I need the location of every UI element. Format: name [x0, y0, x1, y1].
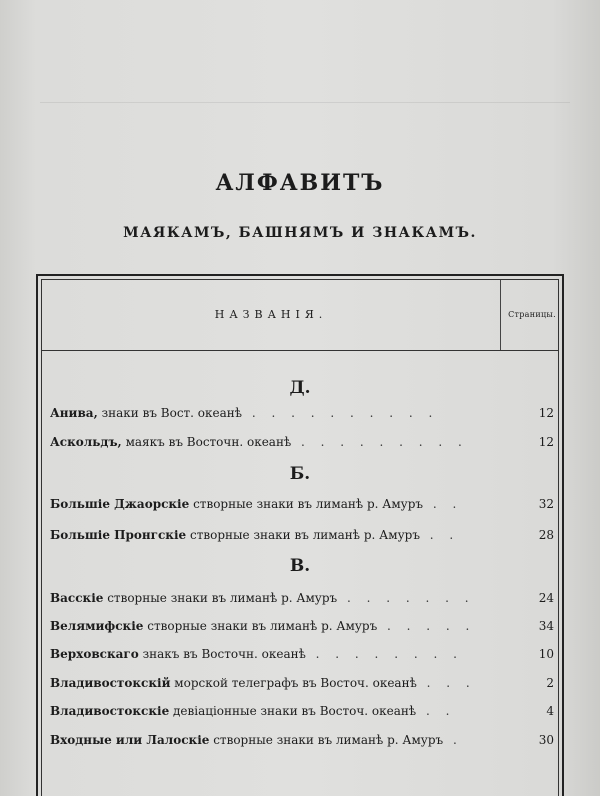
index-entry [50, 591, 558, 609]
index-entry [50, 733, 558, 751]
page-title: АЛФАВИТЪ [215, 170, 385, 196]
entry-description: створные знаки въ лиманѣ р. Амуръ [143, 619, 378, 633]
section-letter: В. [289, 556, 311, 576]
entry-description: маякъ въ Восточн. океанѣ [121, 435, 292, 449]
index-table [36, 274, 564, 796]
entry-leader-dots: . . . . . . . . . . [242, 406, 439, 420]
entry-description: створные знаки въ лиманѣ р. Амуръ [186, 528, 420, 542]
entry-page-number: 32 [538, 497, 554, 511]
entry-description: знаки въ Вост. океанѣ [97, 406, 243, 420]
entry-page-number: 30 [538, 733, 554, 747]
entry-name: Васскіе [50, 591, 104, 605]
entry-leader-dots: . . . [416, 676, 476, 690]
entry-description: знакъ въ Восточн. океанѣ [138, 647, 306, 661]
index-entry [50, 497, 558, 515]
entry-page-number: 2 [546, 676, 554, 690]
entry-leader-dots: . . . . . . . . [305, 647, 463, 661]
entry-leader-dots: . . [423, 497, 463, 511]
entry-description: створные знаки въ лиманѣ р. Амуръ [189, 497, 424, 511]
index-entry [50, 619, 558, 637]
entry-name: Владивостокскіе [50, 704, 170, 718]
index-entry [50, 647, 558, 665]
section-letter: Б. [289, 464, 311, 484]
entry-leader-dots: . . [416, 704, 456, 718]
column-header-names: НАЗВАНІЯ. [214, 308, 328, 321]
index-entry [50, 435, 558, 453]
index-entry [50, 704, 558, 722]
index-entry [50, 406, 558, 424]
entry-page-number: 28 [538, 528, 554, 542]
section-letter: Д. [289, 378, 311, 398]
entry-leader-dots: . . . . . . . [337, 591, 475, 605]
column-header-pages: Страницы. [508, 310, 556, 319]
entry-page-number: 4 [546, 704, 554, 718]
entry-name: Входные или Лалоскіе [50, 733, 210, 747]
entry-name: Аскольдъ, [50, 435, 122, 449]
entry-page-number: 24 [538, 591, 554, 605]
entry-name: Велямифскіе [50, 619, 144, 633]
entry-description: морской телеграфъ въ Восточ. океанѣ [170, 676, 417, 690]
index-entry [50, 528, 558, 546]
entry-leader-dots: . . . . . [377, 619, 476, 633]
entry-description: девіаціонные знаки въ Восточ. океанѣ [169, 704, 417, 718]
index-entry [50, 676, 558, 694]
table-header [42, 280, 558, 351]
entry-page-number: 10 [538, 647, 554, 661]
entry-page-number: 12 [538, 406, 554, 420]
entry-page-number: 12 [538, 435, 554, 449]
entry-leader-dots: . [443, 733, 463, 747]
page-subtitle: МАЯКАМЪ, БАШНЯМЪ И ЗНАКАМЪ. [123, 225, 477, 241]
entry-description: створные знаки въ лиманѣ р. Амуръ [103, 591, 338, 605]
entry-page-number: 34 [538, 619, 554, 633]
entry-name: Владивостокскій [50, 676, 171, 690]
index-table-inner-border [41, 279, 559, 796]
entry-name: Большіе Пронгскіе [50, 528, 187, 542]
entry-name: Анива, [50, 406, 98, 420]
entry-name: Большіе Джаорскіе [50, 497, 190, 511]
entry-description: створные знаки въ лиманѣ р. Амуръ [209, 733, 444, 747]
entry-name: Верховскаго [50, 647, 139, 661]
entry-leader-dots: . . . . . . . . . [291, 435, 468, 449]
entry-leader-dots: . . [419, 528, 460, 542]
